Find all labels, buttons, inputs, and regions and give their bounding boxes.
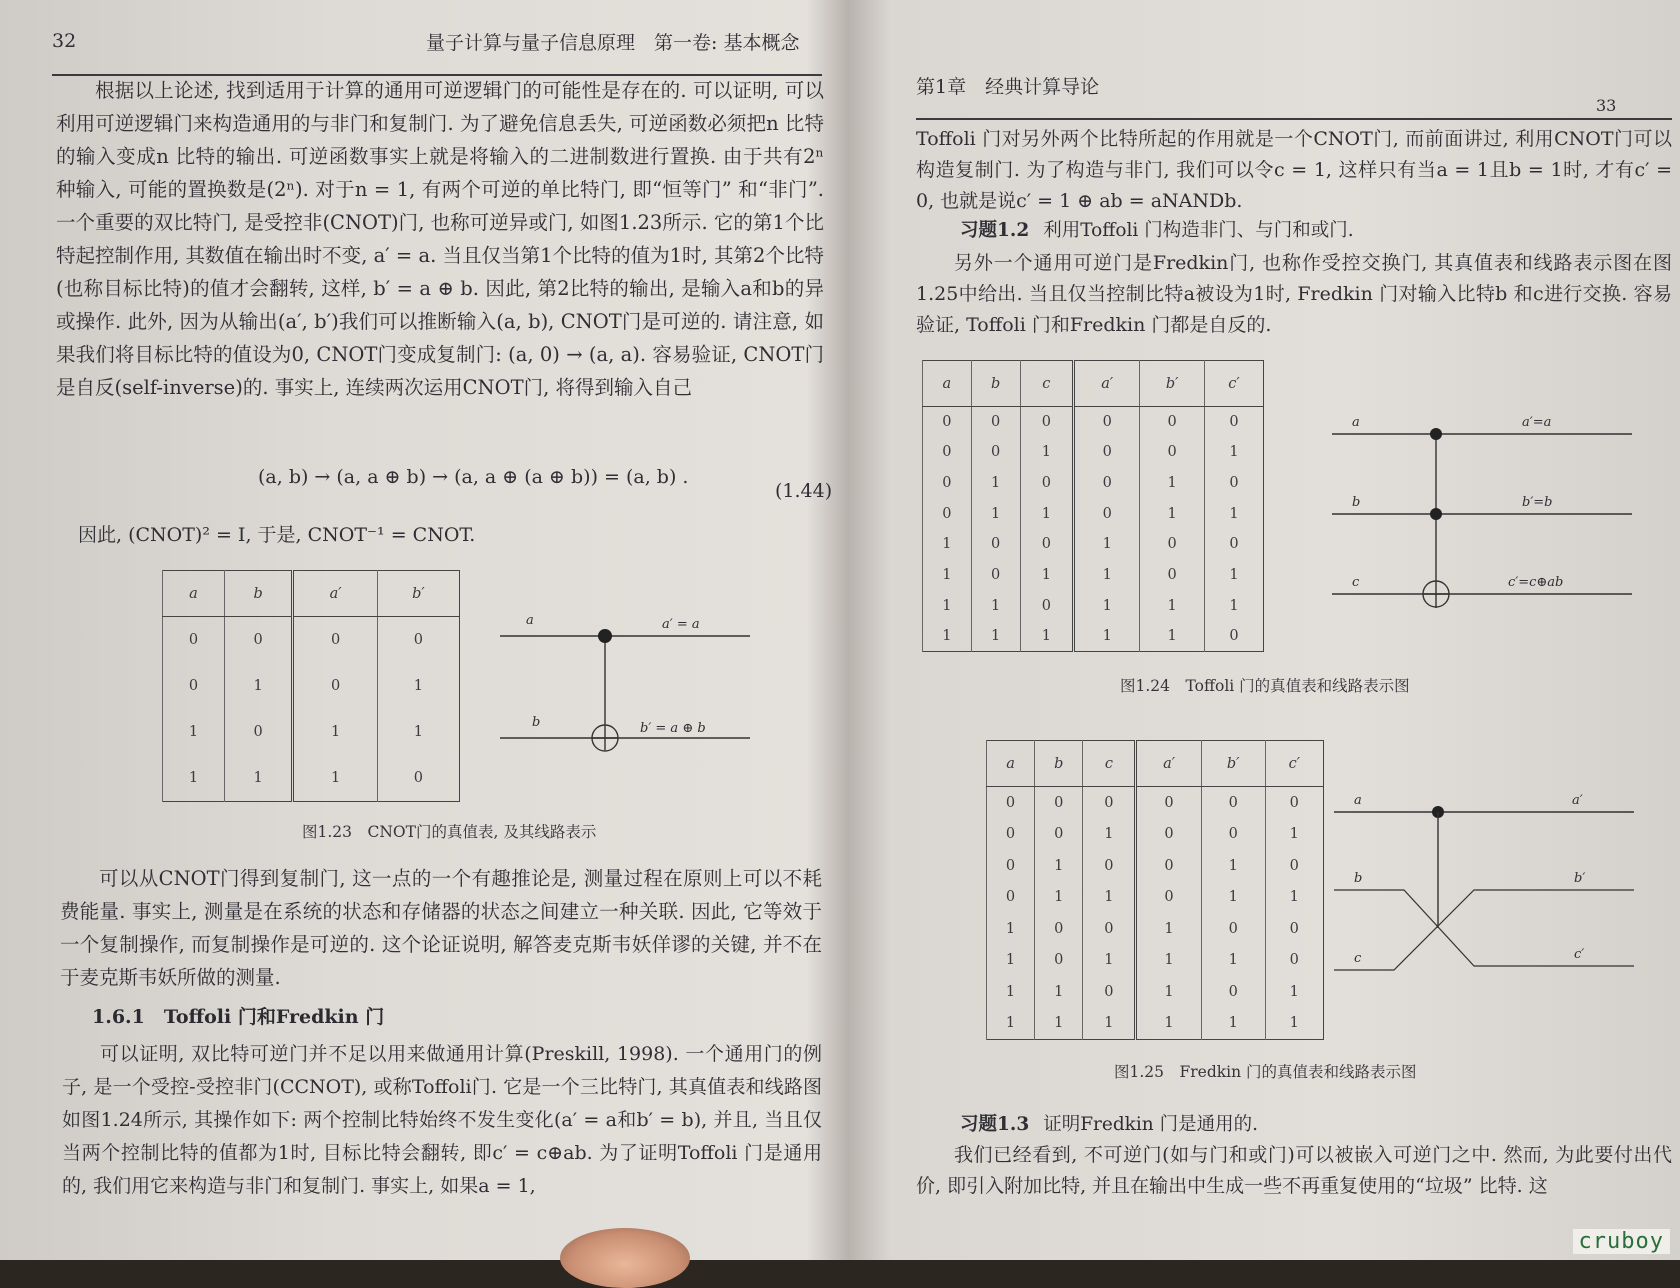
label-b: b: [1352, 495, 1361, 510]
fredkin-circuit: [1334, 790, 1664, 980]
table-cell: 0: [1265, 945, 1323, 977]
table-cell: 1: [1136, 1008, 1202, 1040]
exercise-1-2: [960, 216, 1354, 242]
table-cell: 1: [377, 663, 459, 709]
table-cell: 1: [1083, 881, 1136, 913]
table-cell: 1: [1140, 468, 1205, 499]
table-cell: 1: [971, 498, 1020, 529]
table-cell: 1: [1020, 560, 1073, 591]
page-number: 32: [52, 30, 77, 52]
table-cell: 1: [1265, 818, 1323, 850]
table-header: b: [1035, 741, 1083, 787]
table-cell: 0: [1020, 529, 1073, 560]
table-cell: 0: [987, 787, 1035, 819]
table-cell: 0: [1201, 818, 1265, 850]
table-cell: 1: [224, 663, 292, 709]
table-cell: 1: [163, 709, 225, 755]
table-cell: 1: [923, 621, 972, 652]
control-dot-a: [1430, 428, 1442, 440]
table-cell: 1: [1201, 881, 1265, 913]
table-row: [163, 663, 460, 709]
table-row: [923, 437, 1264, 468]
table-cell: 0: [224, 709, 292, 755]
table-row: [923, 407, 1264, 438]
equation: (a, b) → (a, a ⊕ b) → (a, a ⊕ (a ⊕ b)) = (a, b) .: [258, 466, 689, 488]
table-cell: 0: [971, 560, 1020, 591]
table-cell: 0: [377, 617, 459, 664]
table-cell: 1: [1201, 850, 1265, 882]
table-cell: 0: [1074, 468, 1140, 499]
table-cell: 0: [1083, 913, 1136, 945]
table-row: [987, 881, 1324, 913]
table-cell: 0: [377, 755, 459, 802]
figure-caption: 图1.25 Fredkin 门的真值表和线路表示图: [1114, 1063, 1417, 1081]
table-cell: 0: [1201, 913, 1265, 945]
running-title: 第1章 经典计算导论: [916, 76, 1100, 98]
table-cell: 0: [1140, 529, 1205, 560]
cnot-circuit: [500, 600, 760, 750]
label-b-out: b′=b: [1522, 495, 1553, 510]
label-a: a: [1354, 793, 1362, 808]
label-b: b: [532, 715, 541, 730]
table-cell: 1: [1083, 818, 1136, 850]
table-cell: 0: [1265, 850, 1323, 882]
table-row: [923, 590, 1264, 621]
table-cell: 0: [1204, 407, 1263, 438]
table-cell: 1: [923, 529, 972, 560]
page-number: 33: [1596, 96, 1617, 115]
table-cell: 0: [293, 663, 377, 709]
table-cell: 0: [163, 617, 225, 664]
table-cell: 1: [1136, 976, 1202, 1008]
table-cell: 1: [1265, 881, 1323, 913]
table-header: a′: [1074, 361, 1140, 407]
table-cell: 1: [1035, 976, 1083, 1008]
table-cell: 1: [1035, 881, 1083, 913]
table-row: [987, 1008, 1324, 1040]
table-row: [163, 709, 460, 755]
table-header: b: [224, 571, 292, 617]
table-cell: 0: [1136, 881, 1202, 913]
table-row: [923, 529, 1264, 560]
table-cell: 0: [923, 498, 972, 529]
body-paragraph: Toffoli 门对另外两个比特所起的作用就是一个CNOT门, 而前面讲过, 利用CNOT门可以构造复制门. 为了构造与非门, 我们可以令c = 1, 这样只有当a = 1且b = 1时, 才有c′ = 0, 也就是说c′ = 1 ⊕ ab = aNANDb.: [916, 128, 1672, 212]
table-cell: 0: [1083, 850, 1136, 882]
table-cell: 0: [1140, 407, 1205, 438]
table-cell: 0: [1136, 787, 1202, 819]
table-cell: 1: [377, 709, 459, 755]
table-cell: 1: [293, 755, 377, 802]
table-cell: 0: [1035, 945, 1083, 977]
table-cell: 0: [923, 468, 972, 499]
table-cell: 1: [1204, 498, 1263, 529]
table-cell: 1: [1140, 621, 1205, 652]
table-row: [987, 787, 1324, 819]
table-cell: 0: [971, 529, 1020, 560]
label-c-out: c′=c⊕ab: [1508, 575, 1564, 590]
figure-caption: 图1.24 Toffoli 门的真值表和线路表示图: [1120, 677, 1410, 695]
cnot-truth-table: [162, 570, 460, 802]
table-cell: 0: [1074, 437, 1140, 468]
body-paragraph: 根据以上论述, 找到适用于计算的通用可逆逻辑门的可能性是存在的. 可以证明, 可以利用可逆逻辑门来构造通用的与非门和复制门. 为了避免信息丢失, 可逆函数必须把n 比特的输入变成n 比特的输出. 可逆函数事实上就是将输入的二进制数进行置换. 由于共有2ⁿ 种输入, 可能的置换数是(2ⁿ). 对于n = 1, 有两个可逆的单比特门, 即“恒等门” 和“非门”. 一个重要的双比特门, 是受控非(CNOT)门, 也称可逆异或门, 如图1.23所示. 它的第1个比特起控制作用, 其数值在输出时不变, a′ = a. 当且仅当第1个比特的值为1时, 其第2个比特(也称目标比特)的值才会翻转, 这样, b′ = a ⊕ b. 因此, 第2比特的输出, 是输入a和b的异或操作. 此外, 因为从输出(a′, b′)我们可以推断输入(a, b), CNOT门是可逆的. 请注意, 如果我们将目标比特的值设为0, CNOT门变成复制门: (a, 0) → (a, a). 容易验证, CNOT门是自反(self-inverse)的. 事实上, 连续两次运用CNOT门, 将得到输入自己: [56, 79, 824, 399]
table-cell: 0: [1020, 407, 1073, 438]
table-cell: 1: [987, 913, 1035, 945]
table-header: c′: [1204, 361, 1263, 407]
label-b-out: b′: [1574, 871, 1586, 886]
table-cell: 0: [971, 407, 1020, 438]
table-cell: 1: [923, 590, 972, 621]
table-cell: 0: [923, 407, 972, 438]
table-cell: 0: [1201, 787, 1265, 819]
table-cell: 0: [1035, 787, 1083, 819]
table-cell: 1: [987, 1008, 1035, 1040]
table-row: [923, 468, 1264, 499]
table-cell: 0: [1265, 913, 1323, 945]
table-row: [987, 850, 1324, 882]
table-cell: 1: [1201, 1008, 1265, 1040]
table-cell: 0: [1204, 529, 1263, 560]
table-cell: 1: [1020, 621, 1073, 652]
body-paragraph: 可以从CNOT门得到复制门, 这一点的一个有趣推论是, 测量过程在原则上可以不耗费能量. 事实上, 测量是在系统的状态和存储器的状态之间建立一种关联. 因此, 它等效于一个复制操作, 而复制操作是可逆的. 这个论证说明, 解答麦克斯韦妖佯谬的关键, 并不在于麦克斯韦妖所做的测量.: [60, 867, 822, 989]
label-c: c: [1352, 575, 1360, 590]
header-rule: [916, 118, 1672, 120]
exercise-label: 习题1.3: [960, 1114, 1030, 1135]
fredkin-table-body: [987, 787, 1324, 1040]
table-cell: 1: [1020, 437, 1073, 468]
table-header: b′: [377, 571, 459, 617]
table-cell: 1: [163, 755, 225, 802]
table-cell: 0: [1140, 437, 1205, 468]
table-header: a: [163, 571, 225, 617]
table-cell: 1: [1265, 976, 1323, 1008]
table-row: [923, 621, 1264, 652]
wire-c-swap: [1334, 890, 1634, 970]
table-cell: 0: [163, 663, 225, 709]
table-row: [923, 498, 1264, 529]
table-cell: 0: [1140, 560, 1205, 591]
table-header: b: [971, 361, 1020, 407]
table-header: c: [1083, 741, 1136, 787]
exercise-label: 习题1.2: [960, 220, 1030, 241]
table-cell: 1: [1074, 560, 1140, 591]
table-cell: 1: [1035, 850, 1083, 882]
table-row: [987, 818, 1324, 850]
table-cell: 1: [293, 709, 377, 755]
table-cell: 0: [1074, 407, 1140, 438]
table-row: [163, 617, 460, 664]
thumb: [560, 1228, 690, 1288]
table-cell: 1: [1136, 913, 1202, 945]
table-cell: 1: [1020, 498, 1073, 529]
conclusion-line: 因此, (CNOT)² = I, 于是, CNOT⁻¹ = CNOT.: [78, 524, 476, 546]
table-cell: 1: [1140, 498, 1205, 529]
table-cell: 1: [987, 976, 1035, 1008]
table-cell: 0: [971, 437, 1020, 468]
table-cell: 0: [1035, 818, 1083, 850]
table-cell: 0: [1035, 913, 1083, 945]
watermark: cruboy: [1573, 1229, 1670, 1254]
table-cell: 0: [1020, 468, 1073, 499]
table-header: c: [1020, 361, 1073, 407]
label-a: a: [1352, 415, 1360, 430]
exercise-text: 证明Fredkin 门是通用的.: [1043, 1114, 1258, 1135]
table-cell: 0: [1074, 498, 1140, 529]
table-cell: 1: [1083, 1008, 1136, 1040]
table-row: [987, 945, 1324, 977]
table-cell: 1: [1074, 590, 1140, 621]
body-paragraph: 我们已经看到, 不可逆门(如与门和或门)可以被嵌入可逆门之中. 然而, 为此要付出代价, 即引入附加比特, 并且在输出中生成一些不再重复使用的“垃圾” 比特. 这: [916, 1144, 1672, 1197]
table-cell: 1: [224, 755, 292, 802]
exercise-1-3: [960, 1110, 1258, 1136]
body-paragraph: 另外一个通用可逆门是Fredkin门, 也称作受控交换门, 其真值表和线路表示图在图1.25中给出. 当且仅当控制比特a被设为1时, Fredkin 门对输入比特b 和c进行交换. 容易验证, Toffoli 门和Fredkin 门都是自反的.: [916, 252, 1672, 336]
table-cell: 1: [1140, 590, 1205, 621]
label-a: a: [526, 613, 534, 628]
table-header: a′: [293, 571, 377, 617]
wire-b-swap: [1334, 890, 1634, 966]
table-cell: 0: [923, 437, 972, 468]
label-a-out: a′: [1572, 793, 1583, 808]
control-dot-b: [1430, 508, 1442, 520]
body-paragraph: 可以证明, 双比特可逆门并不足以用来做通用计算(Preskill, 1998). 一个通用门的例子, 是一个受控-受控非门(CCNOT), 或称Toffoli门. 它是一个三比特门, 其真值表和线路图如图1.24所示, 其操作如下: 两个控制比特始终不发生变化(a′ = a和b′ = b), 并且, 当且仅当两个控制比特的值都为1时, 目标比特会翻转, 即c′ = c⊕ab. 为了证明Toffoli 门是通用的, 我们用它来构造与非门和复制门. 事实上, 如果a = 1,: [62, 1043, 822, 1197]
exercise-text: 利用Toffoli 门构造非门、与门和或门.: [1043, 220, 1354, 241]
figure-caption: 图1.23 CNOT门的真值表, 及其线路表示: [302, 823, 597, 841]
label-b-out: b′ = a ⊕ b: [640, 721, 706, 736]
table-cell: 1: [1204, 590, 1263, 621]
table-row: [163, 755, 460, 802]
table-cell: 0: [1020, 590, 1073, 621]
table-cell: 0: [1083, 787, 1136, 819]
table-cell: 0: [224, 617, 292, 664]
table-cell: 1: [1083, 945, 1136, 977]
table-cell: 1: [1035, 1008, 1083, 1040]
label-b: b: [1354, 871, 1363, 886]
table-row: [923, 560, 1264, 591]
label-c: c: [1354, 951, 1362, 966]
table-cell: 1: [1136, 945, 1202, 977]
table-cell: 1: [971, 590, 1020, 621]
fredkin-truth-table: [986, 740, 1324, 1040]
table-cell: 0: [1136, 818, 1202, 850]
label-a-out: a′ = a: [662, 617, 700, 632]
table-cell: 0: [1204, 468, 1263, 499]
table-row: [987, 976, 1324, 1008]
section-title: 1.6.1 Toffoli 门和Fredkin 门: [92, 1006, 385, 1028]
running-title: 量子计算与量子信息原理 第一卷: 基本概念: [426, 32, 800, 54]
table-cell: 0: [987, 850, 1035, 882]
label-c-out: c′: [1574, 947, 1585, 962]
table-row: [987, 913, 1324, 945]
table-header: b′: [1140, 361, 1205, 407]
table-cell: 1: [987, 945, 1035, 977]
table-cell: 1: [1074, 621, 1140, 652]
table-header: a′: [1136, 741, 1202, 787]
table-header: b′: [1201, 741, 1265, 787]
table-header: a: [987, 741, 1035, 787]
table-cell: 1: [971, 468, 1020, 499]
right-page: [858, 0, 1680, 1260]
left-page: [0, 0, 850, 1260]
control-dot: [598, 629, 612, 643]
table-cell: 0: [1083, 976, 1136, 1008]
toffoli-truth-table: [922, 360, 1264, 652]
toffoli-circuit: [1332, 410, 1662, 610]
table-header: c′: [1265, 741, 1323, 787]
table-cell: 0: [987, 818, 1035, 850]
equation-number: (1.44): [775, 480, 833, 502]
table-cell: 1: [1265, 1008, 1323, 1040]
table-cell: 1: [971, 621, 1020, 652]
table-cell: 0: [1265, 787, 1323, 819]
table-cell: 1: [1201, 945, 1265, 977]
table-cell: 0: [1204, 621, 1263, 652]
table-cell: 0: [1136, 850, 1202, 882]
table-cell: 0: [1201, 976, 1265, 1008]
table-cell: 1: [923, 560, 972, 591]
table-cell: 0: [987, 881, 1035, 913]
toffoli-table-body: [923, 407, 1264, 652]
table-header: a: [923, 361, 972, 407]
table-cell: 0: [293, 617, 377, 664]
table-cell: 1: [1074, 529, 1140, 560]
table-cell: 1: [1204, 437, 1263, 468]
table-cell: 1: [1204, 560, 1263, 591]
label-a-out: a′=a: [1522, 415, 1552, 430]
